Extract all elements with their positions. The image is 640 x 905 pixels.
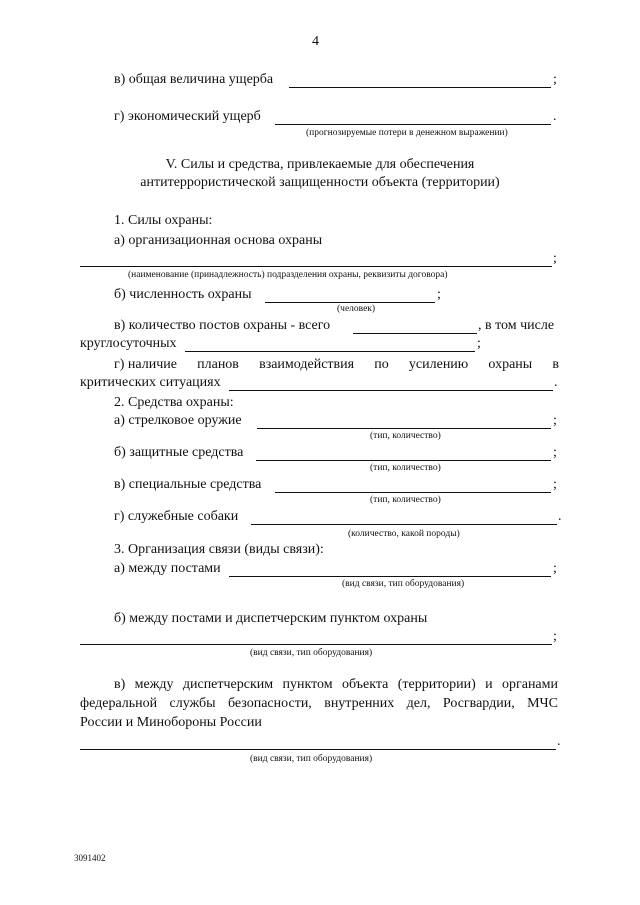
footer-code: 3091402 <box>74 853 106 863</box>
plans-word: усилению <box>408 357 469 372</box>
comm-dispatch-label: б) между постами и диспетчерским пунктом охраны <box>114 611 428 626</box>
comm-dispatch-caption: (вид связи, тип оборудования) <box>250 648 373 658</box>
comm-agencies-line3: России и Минобороны России <box>80 715 262 730</box>
guard-count-end: ; <box>437 287 441 302</box>
protective-label: б) защитные средства <box>114 445 244 460</box>
guard-means-heading: 2. Средства охраны: <box>114 395 234 410</box>
section-title-line2: антитеррористической защищенности объекта (территории) <box>140 175 500 190</box>
comm-posts-caption: (вид связи, тип оборудования) <box>342 579 465 589</box>
communication-heading: 3. Организация связи (виды связи): <box>114 542 324 557</box>
special-label: в) специальные средства <box>114 477 262 492</box>
posts-total-field[interactable] <box>353 333 477 334</box>
guard-forces-heading: 1. Силы охраны: <box>114 213 213 228</box>
weapons-label: а) стрелковое оружие <box>114 413 242 428</box>
total-damage-field[interactable] <box>289 87 551 88</box>
protective-field[interactable] <box>256 460 551 461</box>
comm-posts-end: ; <box>553 561 557 576</box>
plans-word: охраны <box>488 357 533 372</box>
comm-agencies-line1: в) между диспетчерским пунктом объекта (территории) и органами <box>114 677 558 692</box>
total-damage-label: в) общая величина ущерба <box>114 72 274 87</box>
comm-posts-label: а) между постами <box>114 561 221 576</box>
org-basis-end: ; <box>553 251 557 266</box>
posts-24h-field[interactable] <box>185 351 475 352</box>
page-number: 4 <box>312 34 319 49</box>
guard-count-caption: (человек) <box>337 304 376 314</box>
comm-posts-field[interactable] <box>229 576 551 577</box>
plans-field[interactable] <box>229 390 553 391</box>
weapons-field[interactable] <box>257 428 551 429</box>
dogs-field[interactable] <box>251 524 557 525</box>
plans-line2-label: критических ситуациях <box>80 375 221 390</box>
dogs-end: . <box>558 509 562 524</box>
plans-end: . <box>554 375 558 390</box>
plans-word: планов <box>197 357 239 372</box>
comm-agencies-caption: (вид связи, тип оборудования) <box>250 754 373 764</box>
economic-damage-caption: (прогнозируемые потери в денежном выражении) <box>306 128 508 138</box>
special-field[interactable] <box>275 492 551 493</box>
weapons-end: ; <box>553 413 557 428</box>
org-basis-label: а) организационная основа охраны <box>114 233 323 248</box>
posts-24h-label: круглосуточных <box>80 336 177 351</box>
protective-caption: (тип, количество) <box>370 463 441 473</box>
plans-line1 <box>114 357 559 373</box>
plans-word: в <box>552 357 559 372</box>
plans-word: по <box>374 357 389 372</box>
org-basis-field[interactable] <box>80 266 552 267</box>
comm-dispatch-end: ; <box>553 629 557 644</box>
comm-agencies-line2: федеральной службы безопасности, внутренних дел, Росгвардии, МЧС <box>80 696 558 711</box>
comm-agencies-field[interactable] <box>80 749 556 750</box>
weapons-caption: (тип, количество) <box>370 431 441 441</box>
plans-word: г) наличие <box>114 357 177 372</box>
economic-damage-label: г) экономический ущерб <box>114 109 261 124</box>
guard-count-label: б) численность охраны <box>114 287 252 302</box>
plans-word: взаимодействия <box>259 357 355 372</box>
comm-agencies-end: . <box>557 734 561 749</box>
section-title-line1: V. Силы и средства, привлекаемые для обеспечения <box>165 157 475 172</box>
economic-damage-end: . <box>553 109 557 124</box>
posts-24h-end: ; <box>477 336 481 351</box>
total-damage-end: ; <box>553 72 557 87</box>
economic-damage-field[interactable] <box>275 124 551 125</box>
posts-total-label: в) количество постов охраны - всего <box>114 318 331 333</box>
dogs-label: г) служебные собаки <box>114 509 239 524</box>
special-end: ; <box>553 477 557 492</box>
comm-dispatch-field[interactable] <box>80 644 552 645</box>
posts-total-mid: , в том числе <box>478 318 555 333</box>
org-basis-caption: (наименование (принадлежность) подразделения охраны, реквизиты договора) <box>128 270 448 280</box>
special-caption: (тип, количество) <box>370 495 441 505</box>
guard-count-field[interactable] <box>265 302 435 303</box>
dogs-caption: (количество, какой породы) <box>348 529 460 539</box>
protective-end: ; <box>553 445 557 460</box>
